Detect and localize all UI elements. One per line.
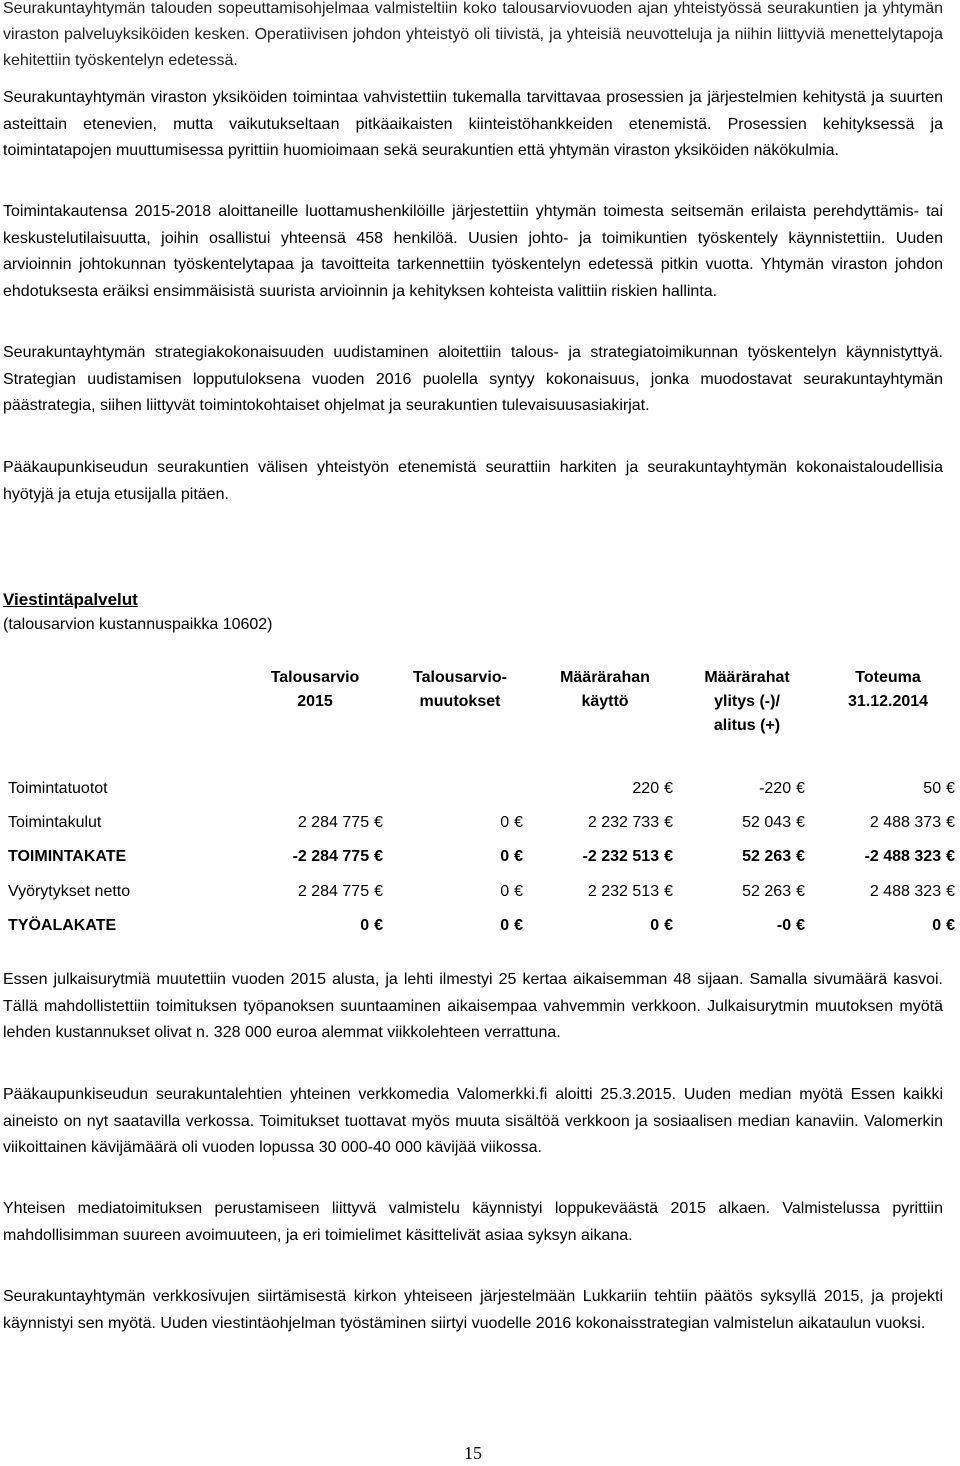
intro-paragraph-4: Seurakuntayhtymän strategiakokonaisuuden uudistaminen aloitettiin talous- ja strategiatoimikunnan työskentelyn käynnistyttyä. Strategian uudistamisen lopputuloksena vuoden 2016 puolella syntyy kokonaisuus, jonka muodostavat seurakuntayhtymän päästrategia, siihen liittyvät toimintokohtaiset ohjelmat ja seurakuntien tulevaisuusasiakirjat. xyxy=(3,344,943,414)
table-cell xyxy=(815,917,955,935)
intro-paragraph-2: Seurakuntayhtymän viraston yksiköiden toimintaa vahvistettiin tukemalla tarvittavaa prosessien ja järjestelmien kehitystä ja suurten asteittain etenevien, mutta vaikutukseltaan pitkäaikaisten kiinteistöhankkeiden etenemistä. Prosessien kehityksessä ja toimintatapojen muuttumisessa pyrittiin huomioimaan sekä seurakuntien että yhtymän viraston yksiköiden näkökulmia. xyxy=(3,89,943,159)
euro-sign: € xyxy=(664,780,673,797)
table-cell-value: 0 xyxy=(500,883,510,900)
table-cell-value: 52 263 xyxy=(742,883,792,900)
after-paragraph-2: Pääkaupunkiseudun seurakuntalehtien yhteinen verkkomedia Valomerkki.fi aloitti 25.3.2015. Uuden median myötä Essen kaikki aineisto on nyt saatavilla verkossa. Toimitukset tuottavat myös muuta sisältöä verkkoon ja sosiaalisen median kanaviin. Valomerkin viikoittainen kävijämäärä oli vuoden lopussa 30 000-40 000 kävijää viikossa. xyxy=(3,1086,943,1156)
column-header-appropriation-use: Määrärahan käyttö xyxy=(560,669,650,710)
table-row-label: TYÖALAKATE xyxy=(8,917,117,934)
table-cell-value: 2 284 775 xyxy=(297,883,370,900)
table-cell xyxy=(243,917,383,935)
table-cell xyxy=(383,814,523,832)
table-cell xyxy=(383,917,523,935)
table-cell-value: 220 xyxy=(632,780,660,797)
table-cell xyxy=(815,848,955,866)
euro-sign: € xyxy=(514,883,523,900)
euro-sign: € xyxy=(374,883,383,900)
table-cell-value: 0 xyxy=(500,814,510,831)
euro-sign: € xyxy=(946,848,955,865)
intro-paragraph-5: Pääkaupunkiseudun seurakuntien välisen yhteistyön etenemistä seurattiin harkiten ja seurakuntayhtymän kokonaistaloudellisia hyötyjä ja etuja etusijalla pitäen. xyxy=(3,459,943,503)
table-cell-value: 0 xyxy=(650,917,660,934)
table-cell xyxy=(815,814,955,832)
euro-sign: € xyxy=(514,917,523,934)
section-title: Viestintäpalvelut xyxy=(3,590,138,609)
euro-sign: € xyxy=(946,883,955,900)
page-number: 15 xyxy=(464,1443,482,1463)
table-row-label: TOIMINTAKATE xyxy=(8,848,127,865)
euro-sign: € xyxy=(374,917,383,934)
table-cell-value: -2 232 513 xyxy=(582,848,660,865)
section-subtitle: (talousarvion kustannuspaikka 10602) xyxy=(3,616,273,633)
after-paragraph-1: Essen julkaisurytmiä muutettiin vuoden 2015 alusta, ja lehti ilmestyi 25 kertaa aikaisemman 48 sijaan. Samalla sivumäärä kasvoi. Tällä mahdollistettiin toimituksen työpanoksen suuntaaminen aikaisempaa vahvemmin verkkoon. Julkaisurytmin muutoksen myötä lehden kustannukset olivat n. 328 000 euroa alemmat viikkolehteen verrattuna. xyxy=(3,971,943,1041)
intro-paragraph-1: Seurakuntayhtymän talouden sopeuttamisohjelmaa valmisteltiin koko talousarviovuoden ajan yhteistyössä seurakuntien ja yhtymän viraston palveluyksiköiden kesken. Operatiivisen johdon yhteistyö oli tiivistä, ja yhteisiä neuvotteluja ja niihin liittyviä menettelytapoja kehitettiin työskentelyn edetessä. xyxy=(3,0,943,69)
table-cell xyxy=(533,883,673,901)
column-header-actual-2014: Toteuma 31.12.2014 xyxy=(847,669,929,710)
column-header-budget-changes: Talousarvio- muutokset xyxy=(413,669,507,710)
euro-sign: € xyxy=(796,814,805,831)
column-header-over-under: Määrärahat ylitys (-)/ alitus (+) xyxy=(704,669,790,734)
table-cell-value: 2 488 323 xyxy=(869,883,942,900)
column-header-budget-2015: Talousarvio 2015 xyxy=(270,669,360,710)
euro-sign: € xyxy=(664,814,673,831)
table-cell-value: -2 488 323 xyxy=(864,848,942,865)
table-cell xyxy=(665,883,805,901)
table-cell-value: 0 xyxy=(360,917,370,934)
table-cell-value: -220 xyxy=(759,780,792,797)
table-cell xyxy=(665,848,805,866)
table-row-label: Vyörytykset netto xyxy=(8,883,131,900)
euro-sign: € xyxy=(796,883,805,900)
table-cell-value: 0 xyxy=(932,917,942,934)
euro-sign: € xyxy=(514,848,523,865)
table-cell xyxy=(243,814,383,832)
euro-sign: € xyxy=(374,814,383,831)
euro-sign: € xyxy=(374,848,383,865)
euro-sign: € xyxy=(946,780,955,797)
table-cell-value: 2 232 513 xyxy=(587,883,660,900)
table-cell-value: 50 xyxy=(923,780,942,797)
table-cell xyxy=(665,814,805,832)
euro-sign: € xyxy=(796,917,805,934)
table-cell-value: 0 xyxy=(500,917,510,934)
euro-sign: € xyxy=(664,848,673,865)
table-cell xyxy=(383,848,523,866)
after-paragraph-3: Yhteisen mediatoimituksen perustamiseen liittyvä valmistelu käynnistyi loppukeväästä 2015 alkaen. Valmistelussa pyrittiin mahdollisimman suureen avoimuuteen, ja eri toimielimet käsittelivät asiaa syksyn aikana. xyxy=(3,1200,943,1244)
table-cell-value: 2 284 775 xyxy=(297,814,370,831)
table-cell xyxy=(383,883,523,901)
table-cell-value: 2 488 373 xyxy=(869,814,942,831)
table-cell xyxy=(815,883,955,901)
table-cell xyxy=(815,780,955,798)
table-row-label: Toimintakulut xyxy=(8,814,102,831)
table-cell xyxy=(243,883,383,901)
table-cell xyxy=(665,917,805,935)
table-cell-value: 2 232 733 xyxy=(587,814,660,831)
euro-sign: € xyxy=(514,814,523,831)
table-cell-value: 52 043 xyxy=(742,814,792,831)
euro-sign: € xyxy=(796,780,805,797)
euro-sign: € xyxy=(664,883,673,900)
intro-paragraph-3: Toimintakautensa 2015-2018 aloittaneille luottamushenkilöille järjestettiin yhtymän toimesta seitsemän erilaista perehdyttämis- tai keskustelutilaisuutta, joihin osallistui yhteensä 458 henkilöä. Uusien johto- ja toimikuntien työskentely käynnistettiin. Uuden arvioinnin johtokunnan työskentelytapaa ja tavoitteita tarkennettiin työskentelyn edetessä pitkin vuotta. Yhtymän viraston johdon ehdotuksesta eräiksi ensimmäisistä suurista arvioinnin ja kehityksen kohteista valittiin riskien hallinta. xyxy=(3,203,943,300)
table-cell xyxy=(533,848,673,866)
table-row-label: Toimintatuotot xyxy=(8,780,108,797)
after-paragraph-4: Seurakuntayhtymän verkkosivujen siirtämisestä kirkon yhteiseen järjestelmään Lukkariin tehtiin päätös syksyllä 2015, ja projekti käynnistyi sen myötä. Uuden viestintäohjelman työstäminen siirtyi vuodelle 2016 kokonaisstrategian valmistelun aikataulun vuoksi. xyxy=(3,1288,943,1332)
table-cell-value: -0 xyxy=(776,917,792,934)
euro-sign: € xyxy=(796,848,805,865)
table-cell xyxy=(533,917,673,935)
table-cell xyxy=(243,848,383,866)
table-cell xyxy=(533,780,673,798)
euro-sign: € xyxy=(946,814,955,831)
euro-sign: € xyxy=(664,917,673,934)
table-cell-value: 52 263 xyxy=(742,848,792,865)
table-cell-value: 0 xyxy=(500,848,510,865)
euro-sign: € xyxy=(946,917,955,934)
table-cell xyxy=(665,780,805,798)
table-cell-value: -2 284 775 xyxy=(292,848,370,865)
table-cell xyxy=(533,814,673,832)
